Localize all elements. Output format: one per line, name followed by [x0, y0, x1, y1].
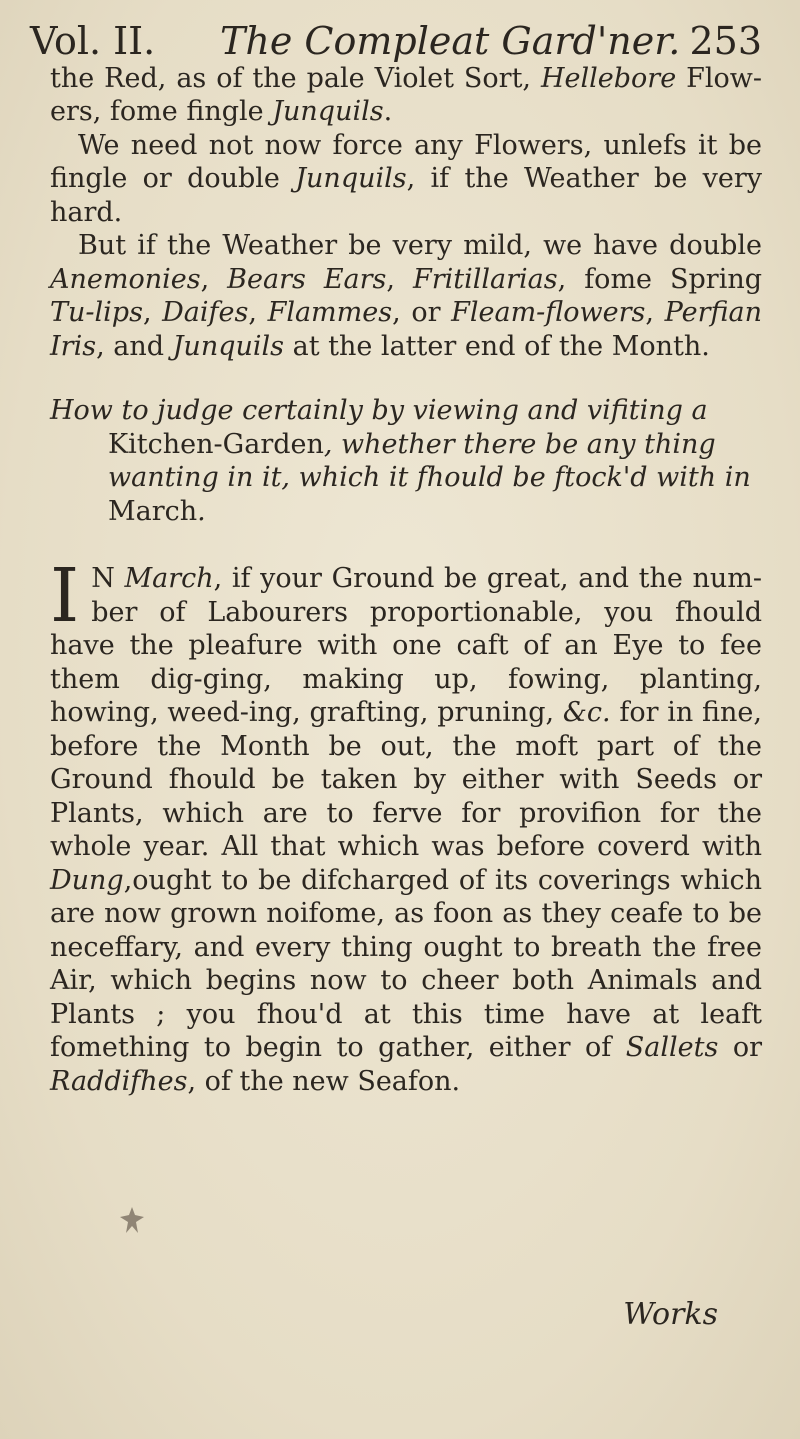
- text-run: ,: [386, 263, 413, 295]
- text-run: , if the Weather be very hard.: [50, 163, 763, 228]
- text-run: N: [91, 563, 125, 595]
- text-run: We need not now force any Flowers, unlefs it be fingle or double: [50, 129, 762, 195]
- text-run: ,: [645, 297, 665, 329]
- text-run: ,: [248, 297, 268, 329]
- page-number: 253: [689, 19, 762, 63]
- italic-run: Anemonies: [50, 263, 201, 295]
- text-run: .: [383, 96, 393, 128]
- paragraph-mild-weather: [50, 229, 762, 363]
- text-run: , or: [392, 297, 452, 329]
- italic-run: Sallets: [625, 1032, 719, 1064]
- italic-run: Tu-lips: [50, 297, 143, 329]
- catchword: Works: [623, 1297, 718, 1332]
- italic-run: Junquils: [295, 163, 407, 195]
- section-heading: [50, 394, 762, 528]
- italic-run: Fleam-flowers: [451, 297, 646, 329]
- text-run: Flow-ers, fome fingle: [50, 62, 762, 128]
- paragraph-march: [50, 553, 762, 1098]
- italic-run: Perfian Iris: [50, 297, 762, 362]
- heading-roman-run: Kitchen-Garden: [108, 428, 324, 460]
- heading-run: .: [197, 495, 206, 527]
- text-run: the Red, as of the pale Violet Sort,: [50, 62, 541, 94]
- volume-label: Vol. II.: [30, 19, 156, 63]
- italic-run: Junquils: [272, 96, 384, 128]
- paragraph-hellebore: [50, 62, 762, 129]
- ink-blot-icon: [118, 1205, 146, 1235]
- text-run: for in fine, before the Month be out, the moft part of the Ground fhould be taken by either with Seeds or Plants, which are to ferve for provifion for the whole year. All that which was before coverd with: [50, 697, 762, 863]
- text-run: ,: [200, 263, 228, 295]
- text-run: at the latter end of the Month.: [284, 330, 710, 362]
- text-run: , and: [96, 330, 173, 362]
- text-run: , of the new Seafon.: [187, 1065, 461, 1097]
- heading-roman-run: March: [108, 495, 198, 527]
- italic-run: &c.: [562, 697, 611, 729]
- text-run: or: [718, 1032, 762, 1064]
- italic-run: Junquils: [172, 330, 285, 362]
- text-run: , if your Ground be great, and the num-ber of Labourers proportionable, you fhould have the pleafure with one caft of an Eye to fee them dig-ging, making up, fowing, planting, howing, weed-ing, grafting, pruning,: [50, 563, 762, 729]
- italic-run: Daifes: [162, 297, 249, 329]
- italic-run: Dung: [50, 864, 124, 896]
- italic-run: Fritillarias: [413, 263, 558, 295]
- italic-run: Raddifhes: [50, 1065, 188, 1097]
- italic-run: March: [124, 563, 214, 595]
- text-run: ,ought to be difcharged of its coverings which are now grown noifome, as foon as they ceafe to be neceffary, and every thing ought to breath the free Air, which begins now to cheer both Animals and Plants ; you fhou'd at this time have at leaft fomething to begin to gather, either of: [50, 864, 762, 1064]
- text-run: , fome Spring: [557, 263, 763, 295]
- heading-run: How to judge certainly by viewing and vifiting a: [50, 395, 708, 427]
- running-title: The Compleat Gard'ner.: [220, 19, 681, 63]
- heading-run: , whether there be any thing wanting in it, which it fhould be ftock'd with in: [108, 428, 751, 494]
- drop-cap: I: [50, 553, 80, 640]
- italic-run: Flammes: [267, 297, 393, 329]
- running-head: [30, 19, 762, 63]
- paragraph-force-flowers: [50, 129, 762, 230]
- italic-run: Bears Ears: [227, 263, 387, 295]
- italic-run: Hellebore: [540, 62, 677, 94]
- text-run: But if the Weather be very mild, we have double: [78, 230, 762, 262]
- text-run: ,: [142, 297, 163, 329]
